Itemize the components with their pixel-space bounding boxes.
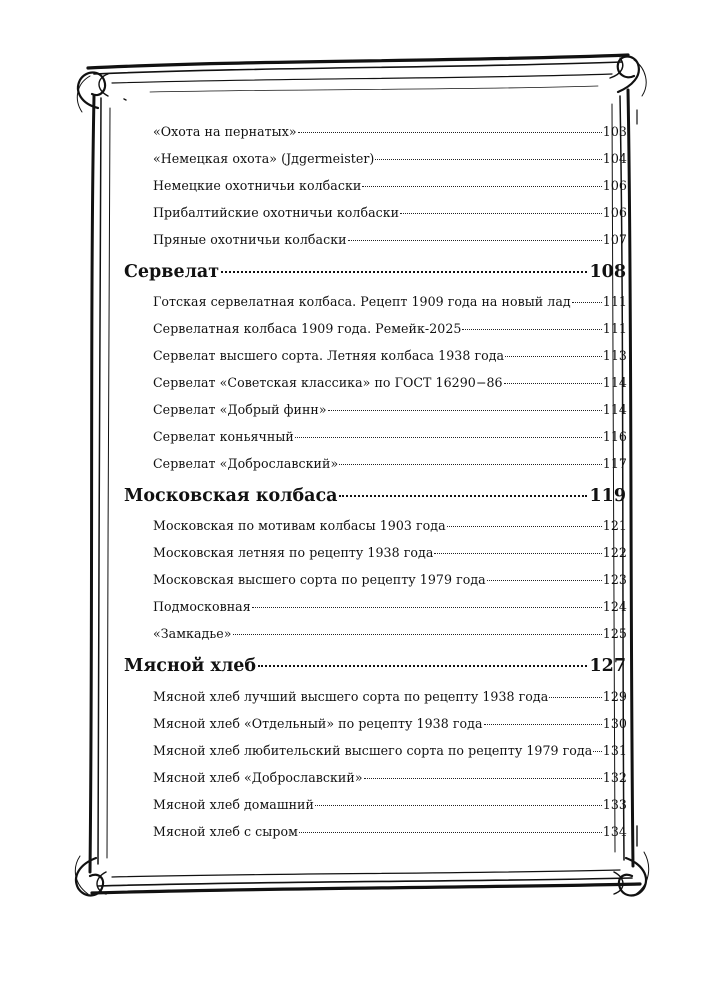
toc-page-number: 132 — [602, 770, 627, 785]
toc-page-number: 111 — [602, 321, 627, 336]
dot-leader — [339, 495, 587, 497]
dot-leader — [362, 186, 601, 187]
toc-section-row — [124, 262, 626, 282]
toc-entry-title: Готская сервелатная колбаса. Рецепт 1909 года на новый лад — [153, 294, 571, 309]
toc-page-number: 129 — [602, 689, 627, 704]
dot-leader — [339, 464, 602, 465]
toc-page-number: 133 — [602, 797, 627, 812]
toc-entry-row — [153, 716, 627, 731]
dot-leader — [375, 159, 601, 160]
toc-entry-title: Мясной хлеб «Доброславский» — [153, 770, 363, 785]
toc-entry-title: Подмосковная — [153, 599, 251, 614]
toc-entry-row — [153, 429, 627, 444]
toc-entry-row — [153, 402, 627, 417]
dot-leader — [434, 553, 601, 554]
toc-entry-title: Сервелат «Доброславский» — [153, 456, 339, 471]
toc-page-number: 113 — [602, 348, 627, 363]
toc-section-title: Мясной хлеб — [124, 656, 257, 676]
dot-leader — [221, 271, 587, 273]
toc-page-number: 106 — [602, 178, 627, 193]
dot-leader — [505, 356, 602, 357]
toc-page-number: 122 — [602, 545, 627, 560]
toc-entry-row — [153, 348, 627, 363]
toc-page-number: 114 — [602, 375, 627, 390]
toc-section-row — [124, 486, 626, 506]
toc-entry-row — [153, 205, 627, 220]
toc-entry-row — [153, 456, 627, 471]
toc-page-number: 117 — [602, 456, 627, 471]
toc-page-number: 131 — [602, 743, 627, 758]
toc-entry-title: Московская высшего сорта по рецепту 1979 года — [153, 572, 486, 587]
toc-section-title: Сервелат — [124, 262, 220, 282]
toc-entry-row — [153, 321, 627, 336]
dot-leader — [315, 805, 602, 806]
toc-entry-row — [153, 294, 627, 309]
dot-leader — [462, 329, 601, 330]
toc-page-number: 124 — [602, 599, 627, 614]
dot-leader — [299, 832, 602, 833]
toc-entry-row — [153, 743, 627, 758]
dot-leader — [328, 410, 602, 411]
dot-leader — [298, 132, 602, 133]
toc-entry-row — [153, 689, 627, 704]
dot-leader — [504, 383, 602, 384]
toc-entry-title: Мясной хлеб с сыром — [153, 824, 298, 839]
toc-entry-title: Сервелат высшего сорта. Летняя колбаса 1938 года — [153, 348, 505, 363]
dot-leader — [364, 778, 602, 779]
toc-section-row — [124, 656, 626, 676]
toc-entry-title: Мясной хлеб домашний — [153, 797, 314, 812]
toc-entry-title: Сервелат коньячный — [153, 429, 294, 444]
toc-page-number: 130 — [602, 716, 627, 731]
dot-leader — [487, 580, 602, 581]
toc-entry-row — [153, 518, 627, 533]
toc-entry-row — [153, 178, 627, 193]
dot-leader — [484, 724, 602, 725]
toc-page-number: 119 — [589, 486, 626, 506]
dot-leader — [572, 302, 602, 303]
toc-entry-title: Мясной хлеб лучший высшего сорта по рецепту 1938 года — [153, 689, 549, 704]
toc-entry-title: Пряные охотничьи колбаски — [153, 232, 347, 247]
toc-entry-row — [153, 824, 627, 839]
dot-leader — [258, 665, 587, 667]
toc-page-number: 125 — [602, 626, 627, 641]
toc-entry-row — [153, 232, 627, 247]
dot-leader — [348, 240, 602, 241]
dot-leader — [295, 437, 602, 438]
toc-entry-title: Мясной хлеб «Отдельный» по рецепту 1938 года — [153, 716, 483, 731]
toc-entry-row — [153, 151, 627, 166]
toc-page-number: 106 — [602, 205, 627, 220]
toc-entry-title: «Немецкая охота» (Jдgermeister) — [153, 151, 375, 166]
dot-leader — [549, 697, 602, 698]
toc-page-number: 114 — [602, 402, 627, 417]
toc-entry-row — [153, 770, 627, 785]
toc-page-number: 103 — [602, 124, 627, 139]
dot-leader — [233, 634, 602, 635]
dot-leader — [400, 213, 602, 214]
toc-page-number: 107 — [602, 232, 627, 247]
dot-leader — [252, 607, 602, 608]
toc-page-number: 104 — [602, 151, 627, 166]
toc-page-number: 111 — [602, 294, 627, 309]
toc-entry-row — [153, 375, 627, 390]
toc-entry-row — [153, 124, 627, 139]
toc-entry-row — [153, 626, 627, 641]
toc-entry-title: Сервелатная колбаса 1909 года. Ремейк-2025 — [153, 321, 462, 336]
toc-entry-title: Сервелат «Добрый финн» — [153, 402, 327, 417]
dot-leader — [447, 526, 602, 527]
toc-entry-title: «Охота на пернатых» — [153, 124, 297, 139]
toc-page-number: 123 — [602, 572, 627, 587]
toc-entry-title: Прибалтийские охотничьи колбаски — [153, 205, 400, 220]
toc-entry-row — [153, 545, 627, 560]
toc-entry-row — [153, 599, 627, 614]
toc-entry-title: Мясной хлеб любительский высшего сорта по рецепту 1979 года — [153, 743, 593, 758]
toc-page-number: 108 — [589, 262, 626, 282]
toc-entry-title: Немецкие охотничьи колбаски — [153, 178, 362, 193]
toc-entry-title: Московская летняя по рецепту 1938 года — [153, 545, 434, 560]
toc-page-number: 116 — [602, 429, 627, 444]
toc-entry-row — [153, 572, 627, 587]
toc-entry-title: Московская по мотивам колбасы 1903 года — [153, 518, 446, 533]
toc-entry-title: «Замкадье» — [153, 626, 232, 641]
toc-page-number: 127 — [589, 656, 626, 676]
dot-leader — [593, 751, 602, 752]
toc-section-title: Московская колбаса — [124, 486, 338, 506]
toc-page-number: 134 — [602, 824, 627, 839]
toc-entry-row — [153, 797, 627, 812]
toc-page-number: 121 — [602, 518, 627, 533]
toc-entry-title: Сервелат «Советская классика» по ГОСТ 16290−86 — [153, 375, 503, 390]
